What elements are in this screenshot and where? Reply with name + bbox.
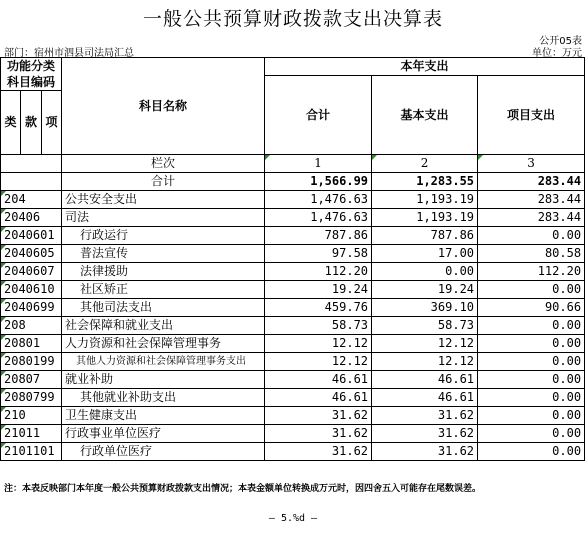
row-code: 20406: [1, 209, 62, 227]
row-project: 0.00: [478, 317, 585, 335]
expenditure-table: [0, 57, 585, 461]
cell-marker-icon: [1, 209, 6, 214]
row-project: 283.44: [478, 209, 585, 227]
header-xiang: 项: [42, 91, 62, 155]
row-basic: 31.62: [372, 443, 478, 461]
cell-marker-icon: [1, 371, 6, 376]
header-kuan: 款: [21, 91, 42, 155]
table-row: [1, 443, 585, 461]
row-project: 0.00: [478, 407, 585, 425]
col-number-3: 3: [478, 155, 585, 173]
sum-row: [1, 173, 585, 191]
cell-marker-icon: [1, 281, 6, 286]
cell-marker-icon: [1, 389, 6, 394]
row-total: 12.12: [265, 335, 372, 353]
form-number: 公开05表: [539, 36, 582, 47]
row-total: 31.62: [265, 443, 372, 461]
col-number-1: 1: [265, 155, 372, 173]
header-func-code: 功能分类 科目编码: [1, 58, 62, 91]
row-subject-name: 公共安全支出: [62, 191, 265, 209]
table-row: [1, 245, 585, 263]
row-subject-name: 社区矫正: [62, 281, 265, 299]
row-total: 112.20: [265, 263, 372, 281]
cell-marker-icon: [1, 317, 6, 322]
sum-total: 1,566.99: [265, 173, 372, 191]
row-subject-name: 行政单位医疗: [62, 443, 265, 461]
row-code: 2040605: [1, 245, 62, 263]
row-project: 0.00: [478, 353, 585, 371]
row-total: 19.24: [265, 281, 372, 299]
row-code: 20801: [1, 335, 62, 353]
table-row: [1, 299, 585, 317]
row-subject-name: 司法: [62, 209, 265, 227]
row-total: 1,476.63: [265, 191, 372, 209]
row-basic: 1,193.19: [372, 191, 478, 209]
row-code: 2101101: [1, 443, 62, 461]
row-subject-name: 普法宣传: [62, 245, 265, 263]
row-subject-name: 其他人力资源和社会保障管理事务支出: [62, 353, 265, 371]
header-basic: 基本支出: [372, 76, 478, 155]
table-row: [1, 335, 585, 353]
table-row: [1, 227, 585, 245]
row-basic: 19.24: [372, 281, 478, 299]
sum-label: 合计: [62, 173, 265, 191]
row-subject-name: 就业补助: [62, 371, 265, 389]
header-subject-name: 科目名称: [62, 58, 265, 155]
row-code: 2080799: [1, 389, 62, 407]
row-subject-name: 其他司法支出: [62, 299, 265, 317]
row-total: 31.62: [265, 407, 372, 425]
cell-marker-icon: [1, 263, 6, 268]
row-code: 20807: [1, 371, 62, 389]
row-code: 2040601: [1, 227, 62, 245]
row-basic: 12.12: [372, 335, 478, 353]
table-row: [1, 407, 585, 425]
table-row: [1, 209, 585, 227]
row-project: 112.20: [478, 263, 585, 281]
row-total: 46.61: [265, 389, 372, 407]
cell-marker-icon: [372, 155, 377, 160]
row-code: 21011: [1, 425, 62, 443]
row-subject-name: 行政事业单位医疗: [62, 425, 265, 443]
row-project: 90.66: [478, 299, 585, 317]
row-subject-name: 法律援助: [62, 263, 265, 281]
sum-project: 283.44: [478, 173, 585, 191]
row-subject-name: 卫生健康支出: [62, 407, 265, 425]
header-project: 项目支出: [478, 76, 585, 155]
table-row: [1, 281, 585, 299]
row-project: 0.00: [478, 443, 585, 461]
row-subject-name: 人力资源和社会保障管理事务: [62, 335, 265, 353]
row-basic: 369.10: [372, 299, 478, 317]
table-row: [1, 371, 585, 389]
cell-marker-icon: [1, 425, 6, 430]
row-code: 2040610: [1, 281, 62, 299]
row-code: 2080199: [1, 353, 62, 371]
row-basic: 0.00: [372, 263, 478, 281]
row-total: 1,476.63: [265, 209, 372, 227]
row-basic: 787.86: [372, 227, 478, 245]
row-subject-name: 社会保障和就业支出: [62, 317, 265, 335]
cell-marker-icon: [1, 443, 6, 448]
row-total: 459.76: [265, 299, 372, 317]
cell-marker-icon: [1, 245, 6, 250]
row-code: 2040607: [1, 263, 62, 281]
row-project: 0.00: [478, 389, 585, 407]
row-total: 31.62: [265, 425, 372, 443]
row-code: 2040699: [1, 299, 62, 317]
row-basic: 46.61: [372, 371, 478, 389]
footnote: 注：本表反映部门本年度一般公共预算财政拨款支出情况；本表金额单位转换成万元时，因四舍五入可能存在尾数误差。: [4, 484, 482, 494]
col-number-2: 2: [372, 155, 478, 173]
cell-marker-icon: [478, 155, 483, 160]
row-basic: 31.62: [372, 425, 478, 443]
report-title: 一般公共预算财政拨款支出决算表: [142, 8, 443, 30]
header-total: 合计: [265, 76, 372, 155]
cell-marker-icon: [1, 299, 6, 304]
header-lei: 类: [1, 91, 21, 155]
row-project: 0.00: [478, 425, 585, 443]
department-label: 部门：宿州市泗县司法局汇总: [4, 48, 134, 59]
cell-marker-icon: [1, 227, 6, 232]
row-project: 283.44: [478, 191, 585, 209]
table-row: [1, 353, 585, 371]
row-total: 97.58: [265, 245, 372, 263]
row-basic: 31.62: [372, 407, 478, 425]
row-subject-name: 其他就业补助支出: [62, 389, 265, 407]
table-row: [1, 389, 585, 407]
table-row: [1, 425, 585, 443]
cell-marker-icon: [1, 335, 6, 340]
unit-label: 单位：万元: [532, 48, 582, 59]
row-subject-name: 行政运行: [62, 227, 265, 245]
table-row: [1, 263, 585, 281]
row-basic: 58.73: [372, 317, 478, 335]
row-code: 208: [1, 317, 62, 335]
row-project: 0.00: [478, 371, 585, 389]
table-row: [1, 317, 585, 335]
cell-marker-icon: [1, 353, 6, 358]
row-total: 46.61: [265, 371, 372, 389]
row-project: 0.00: [478, 281, 585, 299]
cell-marker-icon: [1, 407, 6, 412]
row-project: 80.58: [478, 245, 585, 263]
row-total: 787.86: [265, 227, 372, 245]
row-code: 210: [1, 407, 62, 425]
row-total: 12.12: [265, 353, 372, 371]
header-year-spend: 本年支出: [265, 58, 585, 76]
row-code: 204: [1, 191, 62, 209]
row-basic: 17.00: [372, 245, 478, 263]
page-number: — 5.%d —: [268, 513, 318, 524]
row-project: 0.00: [478, 227, 585, 245]
col-order-label: 栏次: [62, 155, 265, 173]
row-basic: 12.12: [372, 353, 478, 371]
sum-basic: 1,283.55: [372, 173, 478, 191]
table-row: [1, 191, 585, 209]
row-basic: 1,193.19: [372, 209, 478, 227]
cell-marker-icon: [265, 155, 270, 160]
cell-marker-icon: [1, 191, 6, 196]
row-project: 0.00: [478, 335, 585, 353]
row-total: 58.73: [265, 317, 372, 335]
row-basic: 46.61: [372, 389, 478, 407]
